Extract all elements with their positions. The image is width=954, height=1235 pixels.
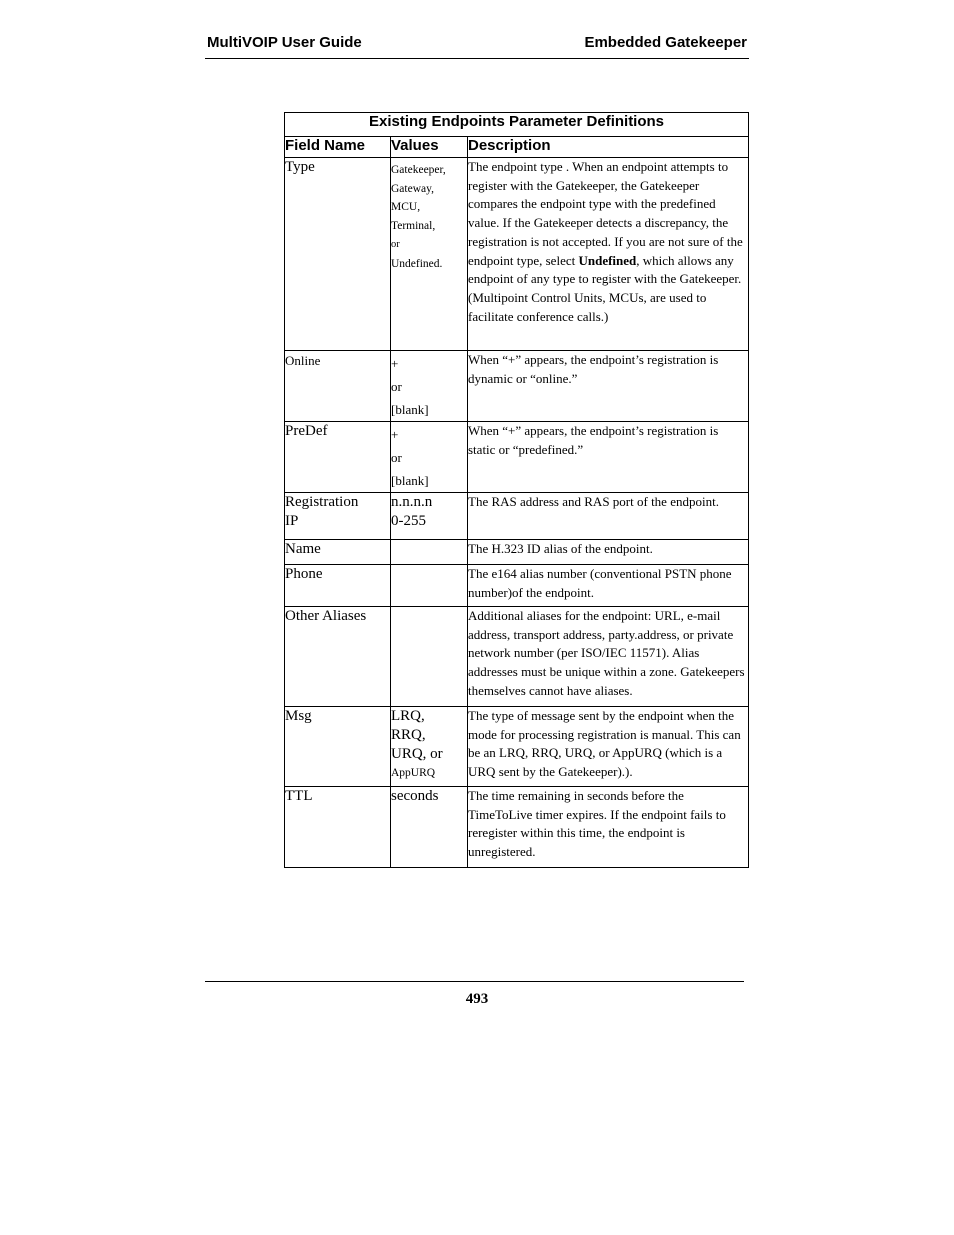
field-values [391, 565, 468, 607]
field-name: Name [285, 540, 391, 565]
table-row [285, 351, 749, 422]
table-row [285, 607, 749, 707]
field-name: Online [285, 351, 391, 422]
table-row [285, 422, 749, 493]
field-values [391, 707, 468, 787]
table-row [285, 565, 749, 607]
field-values [391, 540, 468, 565]
field-values [391, 158, 468, 351]
field-description: When “+” appears, the endpoint’s registration is dynamic or “online.” [468, 351, 749, 422]
value-line: n.n.n.n [391, 494, 433, 510]
table-row [285, 540, 749, 565]
field-name: Other Aliases [285, 607, 391, 707]
field-description: When “+” appears, the endpoint’s registration is static or “predefined.” [468, 422, 749, 493]
value-line: MCU, [391, 201, 421, 214]
field-description: Additional aliases for the endpoint: URL, e-mail address, transport address, party.address, or private network number (per ISO/IEC 11571). Alias addresses must be unique within a zone. Gatekeepers themselves cannot have aliases. [468, 607, 749, 707]
parameter-definitions-table [284, 112, 749, 868]
field-description: The type of message sent by the endpoint when the mode for processing registration is manual. This can be an LRQ, RRQ, URQ, or AppURQ (which is a URQ sent by the Gatekeeper).). [468, 707, 749, 787]
column-header-field-name: Field Name [285, 137, 391, 158]
field-description: The RAS address and RAS port of the endpoint. [468, 493, 749, 540]
field-name: Msg [285, 707, 391, 787]
footer-rule [205, 981, 744, 982]
field-name: TTL [285, 787, 391, 868]
field-description [468, 158, 749, 351]
field-name: PreDef [285, 422, 391, 493]
value-line: [blank] [391, 402, 429, 417]
field-values [391, 493, 468, 540]
table-row [285, 158, 749, 351]
value-line: + [391, 356, 399, 371]
value-line: Gatekeeper, [391, 164, 446, 176]
value-line: AppURQ [391, 767, 436, 779]
value-line: Gateway, [391, 182, 434, 195]
value-line: LRQ, [391, 708, 425, 724]
description-emphasis: Undefined [578, 252, 637, 268]
field-values [391, 422, 468, 493]
value-line: Undefined. [391, 257, 443, 270]
table-title-row [285, 113, 749, 137]
table-title: Existing Endpoints Parameter Definitions [285, 113, 749, 137]
column-header-values: Values [391, 137, 468, 158]
value-line: or [391, 450, 402, 465]
field-name [285, 493, 391, 540]
value-line: or [391, 238, 400, 250]
field-name-line: IP [285, 513, 299, 529]
value-line: + [391, 427, 399, 442]
field-description: The H.323 ID alias of the endpoint. [468, 540, 749, 565]
field-values [391, 351, 468, 422]
field-name-line: Registration [285, 494, 359, 510]
value-line: [blank] [391, 473, 429, 488]
column-header-row [285, 137, 749, 158]
field-description: The time remaining in seconds before the TimeToLive timer expires. If the endpoint fails to reregister within this time, the endpoint is unregistered. [468, 787, 749, 868]
field-name: Phone [285, 565, 391, 607]
field-values [391, 787, 468, 868]
field-description: The e164 alias number (conventional PSTN phone number)of the endpoint. [468, 565, 749, 607]
description-text: , which allows any endpoint of any type to register with the Gatekeeper. (Multipoint Control Units, MCUs, are used to facilitate conference calls.) [468, 252, 742, 324]
value-line: or [391, 379, 402, 394]
value-line: RRQ, [391, 727, 426, 743]
column-header-description: Description [468, 137, 749, 158]
value-line: 0-255 [391, 513, 426, 529]
description-text: The endpoint type . When an endpoint attempts to register with the Gatekeeper, the Gatekeeper compares the endpoint type with the predefined value. If the Gatekeeper detects a discrepancy, the registration is not accepted. If you are not sure of the endpoint type, select [468, 159, 743, 268]
value-line: seconds [391, 788, 439, 804]
table-row [285, 787, 749, 868]
header-section: Embedded Gatekeeper [584, 34, 747, 51]
header-title: MultiVOIP User Guide [207, 34, 362, 51]
page-number: 493 [465, 991, 489, 1007]
field-values [391, 607, 468, 707]
table-row [285, 707, 749, 787]
field-name: Type [285, 158, 391, 351]
header-rule [205, 58, 749, 59]
value-line: URQ, or [391, 746, 443, 762]
table-row [285, 493, 749, 540]
value-line: Terminal, [391, 220, 436, 233]
